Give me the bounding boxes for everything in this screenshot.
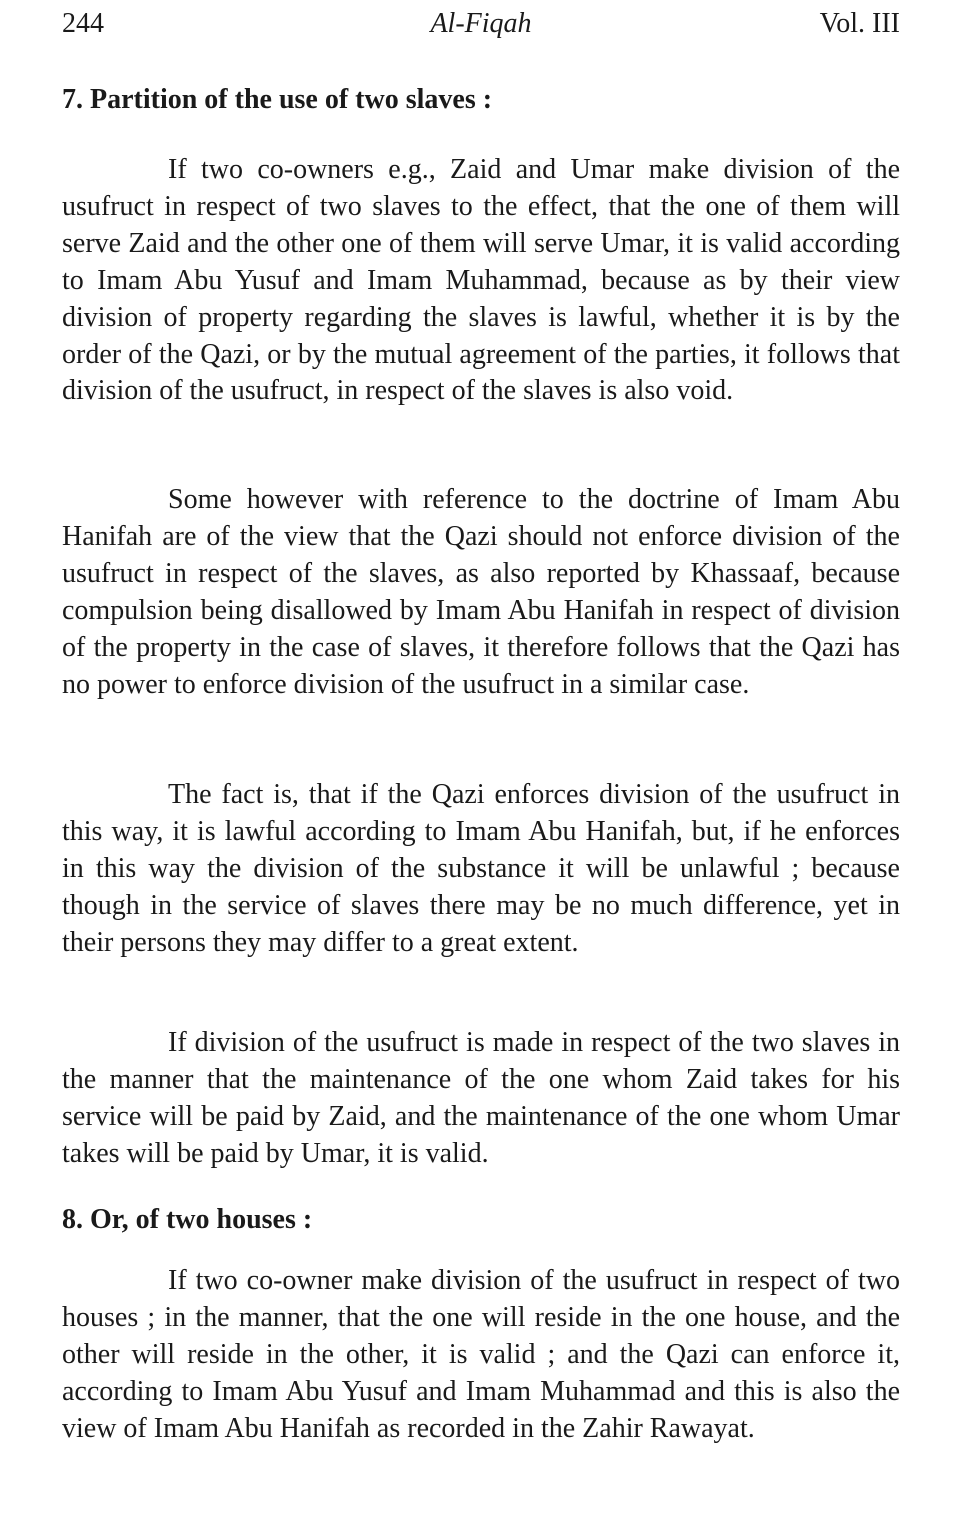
volume-label: Vol. III	[819, 8, 900, 39]
section-heading-7: 7. Partition of the use of two slaves :	[62, 84, 493, 115]
paragraph: The fact is, that if the Qazi enforces division of the usufruct in this way, it is lawful according to Imam Abu Hanifah, but, if he enforces in this way the division of the substance it will be unlawful ; because though in the service of slaves there may be no much difference, yet in their persons they may differ to a great extent.	[62, 779, 900, 958]
paragraph: Some however with reference to the doctrine of Imam Abu Hanifah are of the view that the Qazi should not enforce division of the usufruct in respect of the slaves, as also reported by Khassaaf, because compulsion being disallowed by Imam Abu Hanifah in respect of division of the property in the case of slaves, it therefore follows that the Qazi has no power to enforce division of the usufruct in a similar case.	[62, 484, 900, 700]
page-number: 244	[62, 8, 104, 39]
paragraph: If two co-owner make division of the usufruct in respect of two houses ; in the manner, that the one will reside in the one house, and the other will reside in the other, it is valid ; and the Qazi can enforce it, according to Imam Abu Yusuf and Imam Muhammad and this is also the view of Imam Abu Hanifah as recorded in the Zahir Rawayat.	[62, 1265, 900, 1444]
running-header	[62, 6, 900, 42]
book-title: Al-Fiqah	[430, 8, 532, 39]
document-page	[62, 0, 900, 1530]
paragraph: If division of the usufruct is made in respect of the two slaves in the manner that the maintenance of the one whom Zaid takes for his service will be paid by Zaid, and the maintenance of the one whom Umar takes will be paid by Umar, it is valid.	[62, 1027, 900, 1169]
paragraph: If two co-owners e.g., Zaid and Umar make division of the usufruct in respect of two slaves to the effect, that the one of them will serve Zaid and the other one of them will serve Umar, it is valid according to Imam Abu Yusuf and Imam Muhammad, because as by their view division of property regarding the slaves is lawful, whether it is by the order of the Qazi, or by the mutual agreement of the parties, it follows that division of the usufruct, in respect of the slaves is also void.	[62, 154, 900, 407]
section-heading-8: 8. Or, of two houses :	[62, 1204, 313, 1235]
